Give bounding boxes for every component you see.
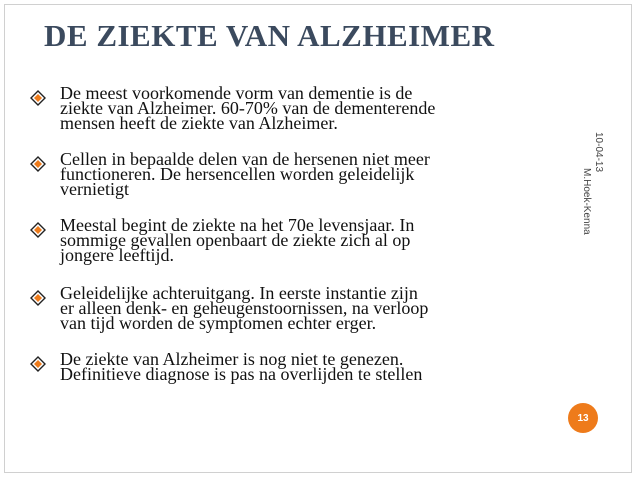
bullet-line: Meestal begint de ziekte na het 70e levensjaar. In xyxy=(60,215,415,235)
slide-footer-vertical xyxy=(581,132,610,252)
bullet-line: van tijd worden de symptomen echter erger. xyxy=(60,313,377,333)
diamond-flag-icon xyxy=(30,90,46,106)
bullet-text xyxy=(60,349,530,384)
bullet-text xyxy=(60,283,530,333)
slide-date: 10-04-13 xyxy=(593,132,604,173)
diamond-flag-icon xyxy=(30,156,46,172)
bullet-line: ziekte van Alzheimer. 60-70% van de dementerende xyxy=(60,98,436,118)
diamond-flag-icon xyxy=(30,290,46,306)
bullet-line: vernietigt xyxy=(60,179,129,199)
slide-title: DE ZIEKTE VAN ALZHEIMER xyxy=(44,18,495,53)
bullet-line: er alleen denk- en geheugenstoornissen, na verloop xyxy=(60,298,429,318)
bullet-line: De ziekte van Alzheimer is nog niet te genezen. xyxy=(60,349,404,369)
bullet-text xyxy=(60,215,530,265)
diamond-flag-icon xyxy=(30,356,46,372)
bullet-text xyxy=(60,83,530,133)
bullet-line: mensen heeft de ziekte van Alzheimer. xyxy=(60,113,338,133)
page-number-badge: 13 xyxy=(568,403,598,433)
bullet-line: functioneren. De hersencellen worden geleidelijk xyxy=(60,164,415,184)
bullet-text xyxy=(60,149,530,199)
bullet-line: jongere leeftijd. xyxy=(60,245,174,265)
bullet-line: Cellen in bepaalde delen van de hersenen niet meer xyxy=(60,149,430,169)
diamond-flag-icon xyxy=(30,222,46,238)
bullet-line: De meest voorkomende vorm van dementie is de xyxy=(60,83,413,103)
bullet-line: sommige gevallen openbaart de ziekte zich al op xyxy=(60,230,411,250)
bullet-line: Geleidelijke achteruitgang. In eerste instantie zijn xyxy=(60,283,418,303)
slide-author: M.Hoek-Kenna xyxy=(581,168,592,235)
bullet-line: Definitieve diagnose is pas na overlijden te stellen xyxy=(60,364,423,384)
